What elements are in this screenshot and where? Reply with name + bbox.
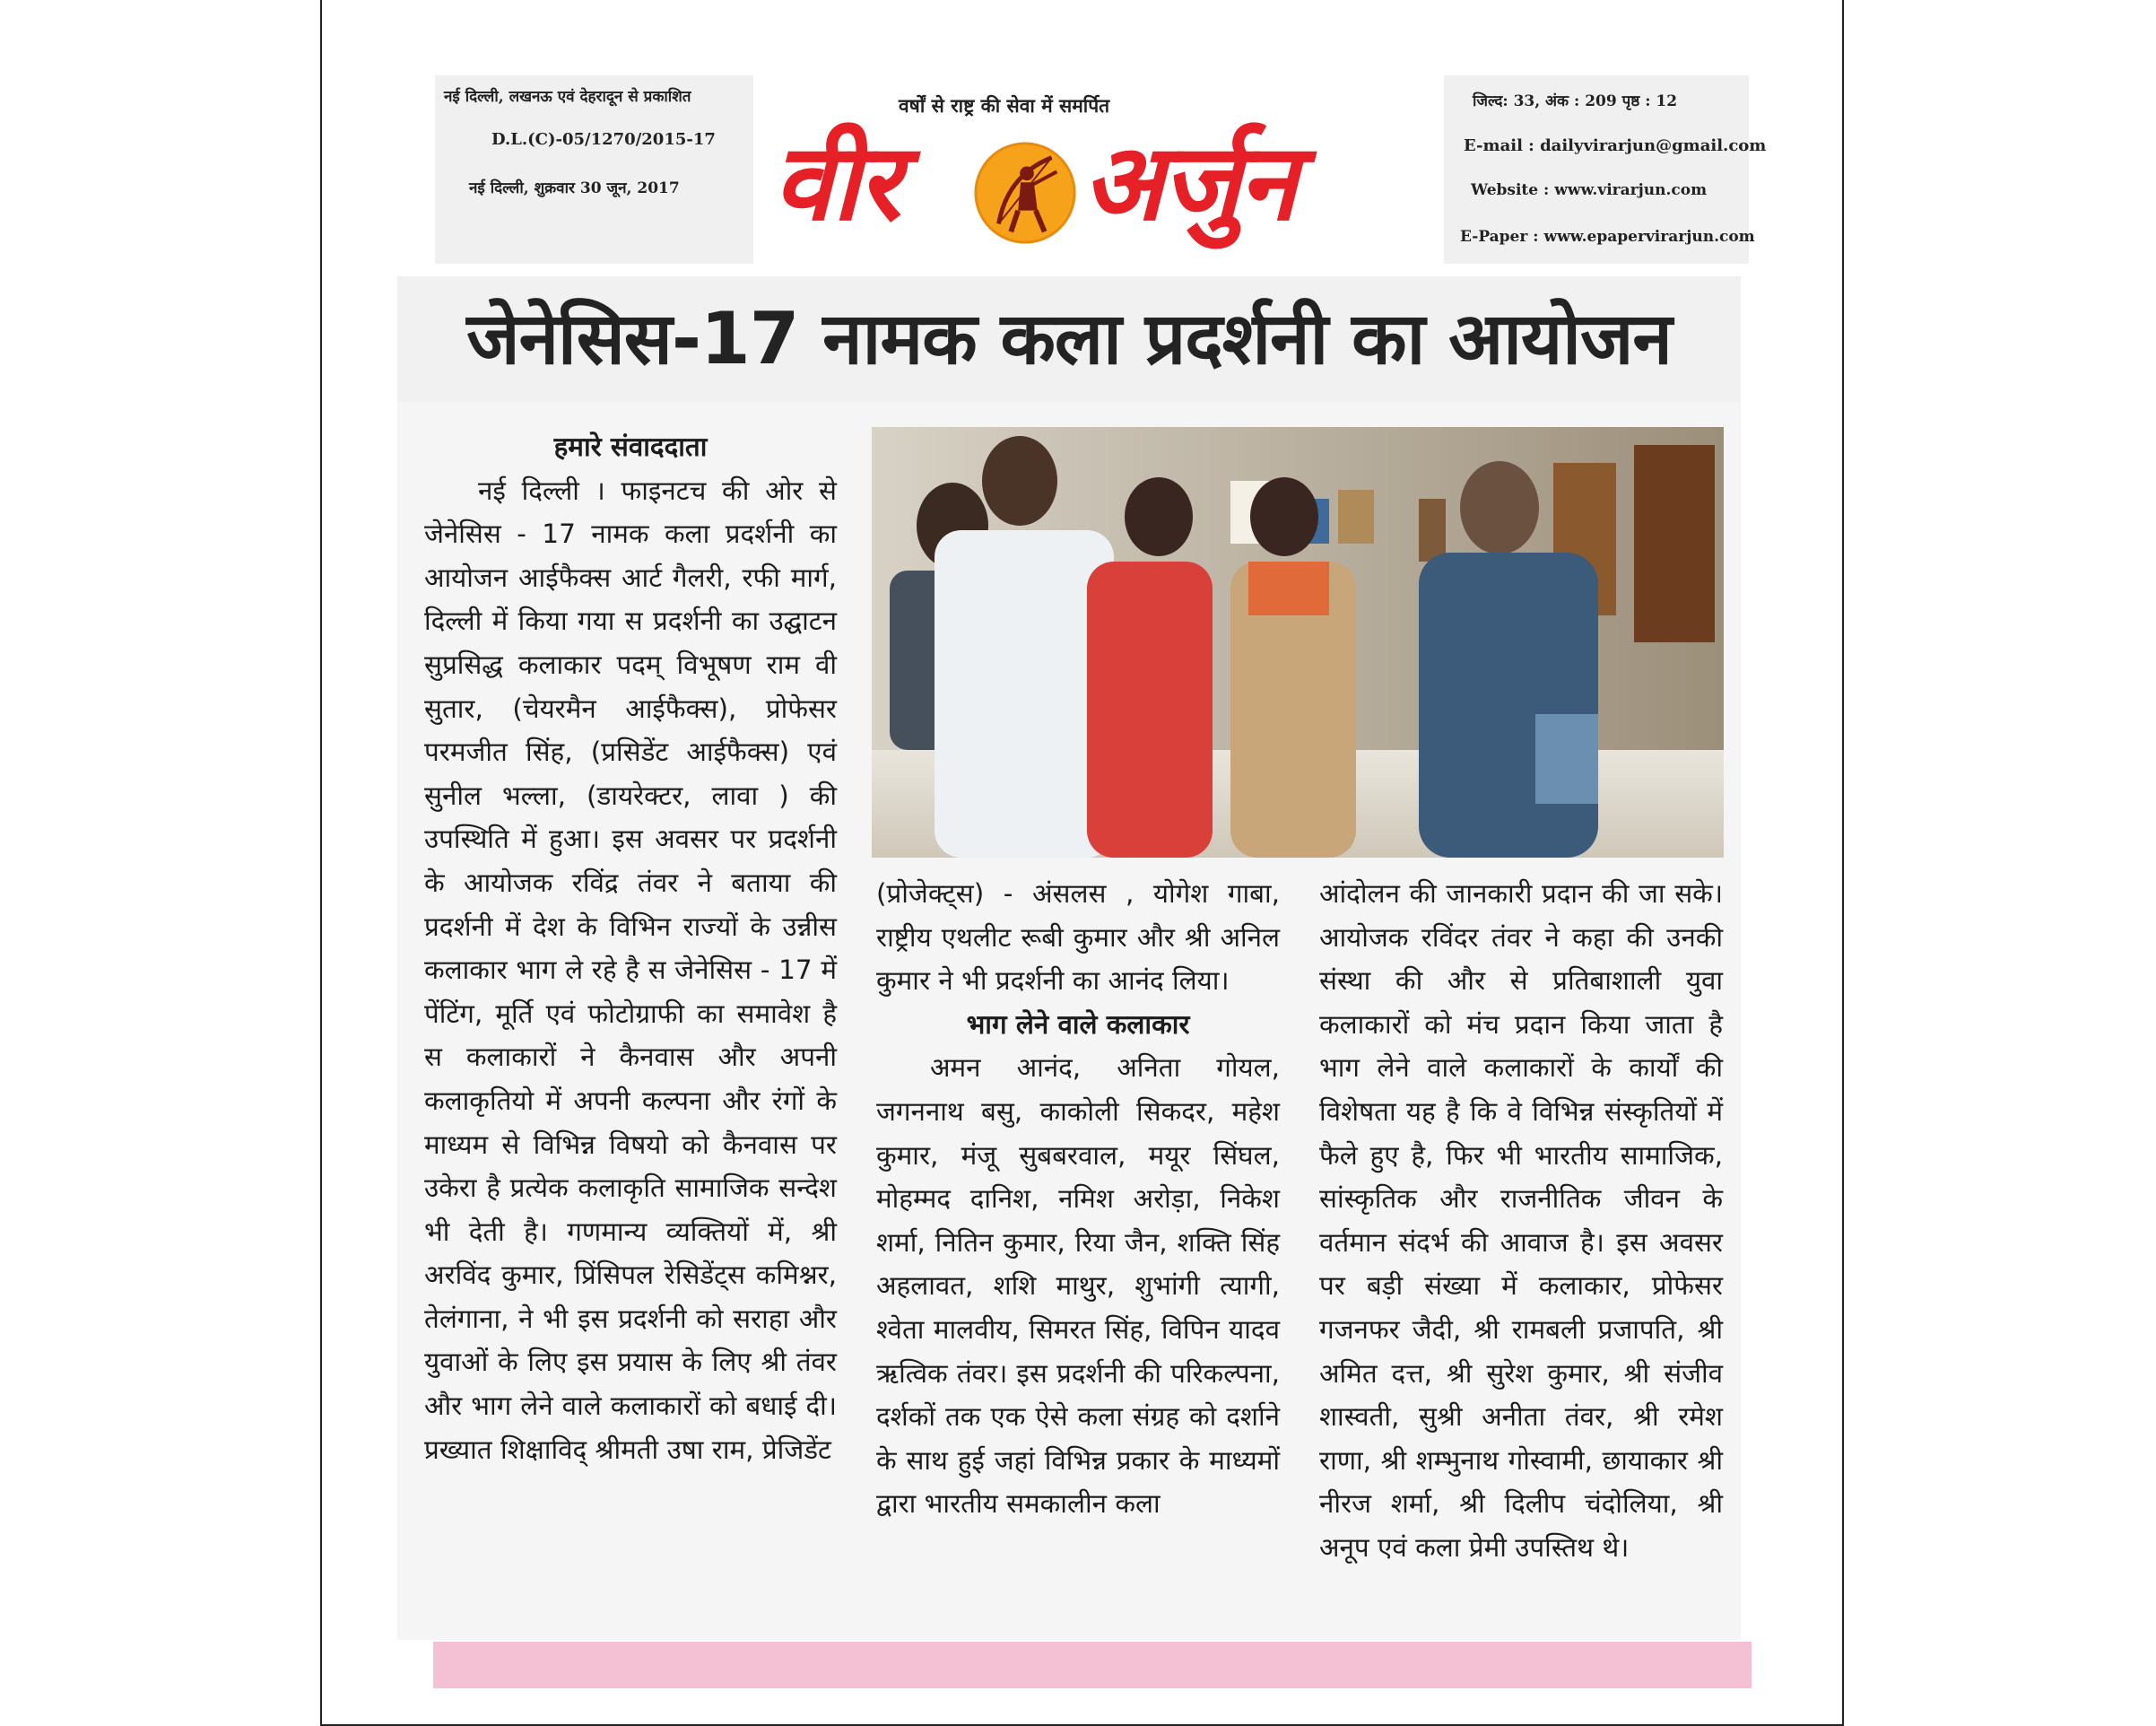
- byline: हमारे संवाददाता: [553, 432, 708, 462]
- headline-band: [397, 276, 1741, 402]
- exhibition-photo-image: [872, 427, 1724, 858]
- column-3-text: आंदोलन की जानकारी प्रदान की जा सके। आयोजक रविंदर तंवर ने कहा की उनकी संस्था की और से प्रतिबाशाली युवा कलाकारों को मंच प्रदान किया जाता है भाग लेने वाले कलाकारों के कार्यों की विशेषता यह है कि वे विभिन्न संस्कृतियों में फैले हुए है, फिर भी भारतीय सामाजिक, सांस्कृतिक और राजनीतिक जीवन के वर्तमान संदर्भ की आवाज है। इस अवसर पर बड़ी संख्या में कलाकार, प्रोफेसर गजनफर जैदी, श्री रामबली प्रजापति, श्री अमित दत्त, श्री सुरेश कुमार, श्री संजीव शास्वती, सुश्री अनीता तंवर, श्री रमेश राणा, श्री शम्भुनाथ गोस्वामी, छायाकार श्री नीरज शर्मा, श्री दिलीप चंदोलिया, श्री अनूप एवं कला प्रेमी उपस्तिथ थे।: [1319, 878, 1723, 1563]
- logo-tagline: वर्षों से राष्ट्र की सेवा में समर्पित: [899, 95, 1110, 117]
- website-address: Website : www.virarjun.com: [1471, 181, 1708, 199]
- article-column-3: [1319, 872, 1723, 1570]
- logo-word-arjun: अर्जुन: [1082, 120, 1296, 244]
- issue-details: जिल्द: 33, अंक : 209 पृष्ठ : 12: [1473, 92, 1678, 110]
- published-from: नई दिल्ली, लखनऊ एवं देहरादून से प्रकाशित: [444, 88, 691, 106]
- headline: जेनेसिस-17 नामक कला प्रदर्शनी का आयोजन: [466, 297, 1672, 380]
- footer-color-bar: [433, 1642, 1752, 1688]
- email-address: E-mail : dailyvirarjun@gmail.com: [1464, 136, 1767, 155]
- article-column-2: [876, 872, 1280, 1526]
- dateline: नई दिल्ली, शुक्रवार 30 जून, 2017: [469, 179, 680, 197]
- participating-artists-subheading: भाग लेने वाले कलाकार: [966, 1008, 1190, 1040]
- logo-word-veer: वीर: [773, 120, 900, 244]
- registration-number: D.L.(C)-05/1270/2015-17: [491, 130, 716, 149]
- epaper-address: E-Paper : www.epapervirarjun.com: [1460, 228, 1755, 246]
- column-2-text-b: अमन आनंद, अनिता गोयल, जगननाथ बसु, काकोली सिकदर, महेश कुमार, मंजू सुबबरवाल, मयूर सिंघल, मोहम्मद दानिश, नमिश अरोड़ा, निकेश शर्मा, नितिन कुमार, रिया जैन, शक्ति सिंह अहलावत, शशि माथुर, शुभांगी त्यागी, श्वेता मालवीय, सिमरत सिंह, विपिन यादव ऋत्विक तंवर। इस प्रदर्शनी की परिकल्पना, दर्शकों तक एक ऐसे कला संग्रह को दर्शाने के साथ हुई जहां विभिन्न प्रकार के माध्यमों द्वारा भारतीय समकालीन कला: [876, 1052, 1280, 1520]
- article-column-1: [424, 425, 837, 1471]
- newspaper-logo: [764, 84, 1401, 264]
- exhibition-photo: [872, 427, 1724, 858]
- archer-emblem-icon: [972, 140, 1078, 246]
- column-2-text-a: (प्रोजेक्ट्स) - अंसलस , योगेश गाबा, राष्ट्रीय एथलीट रूबी कुमार और श्री अनिल कुमार ने भी प्रदर्शनी का आनंद लिया।: [876, 878, 1280, 997]
- column-1-text: नई दिल्ली । फाइनटच की ओर से जेनेसिस - 17 नामक कला प्रदर्शनी का आयोजन आईफैक्स आर्ट गैलरी, रफी मार्ग, दिल्ली में किया गया स प्रदर्शनी का उद्घाटन सुप्रसिद्ध कलाकार पदम् विभूषण राम वी सुतार, (चेयरमैन आईफैक्स), प्रोफेसर परमजीत सिंह, (प्रसिडेंट आईफैक्स) एवं सुनील भल्ला, (डायरेक्टर, लावा ) की उपस्थिति में हुआ। इस अवसर पर प्रदर्शनी के आयोजक रविंद्र तंवर ने बताया की प्रदर्शनी में देश के विभिन राज्यों के उन्नीस कलाकार भाग ले रहे है स जेनेसिस - 17 में पेंटिंग, मूर्ति एवं फोटोग्राफी का समावेश है स कलाकारों ने कैनवास और अपनी कलाकृतियो में अपनी कल्पना और रंगों के माध्यम से विभिन्न विषयो को कैनवास पर उकेरा है प्रत्येक कलाकृति सामाजिक सन्देश भी देती है। गणमान्य व्यक्तियों में, श्री अरविंद कुमार, प्रिंसिपल रेसिडेंट्स कमिश्नर, तेलंगाना, ने भी इस प्रदर्शनी को सराहा और युवाओं के लिए इस प्रयास के लिए श्री तंवर और भाग लेने वाले कलाकारों को बधाई दी। प्रख्यात शिक्षाविद् श्रीमती उषा राम, प्रेजिडेंट: [424, 475, 837, 1465]
